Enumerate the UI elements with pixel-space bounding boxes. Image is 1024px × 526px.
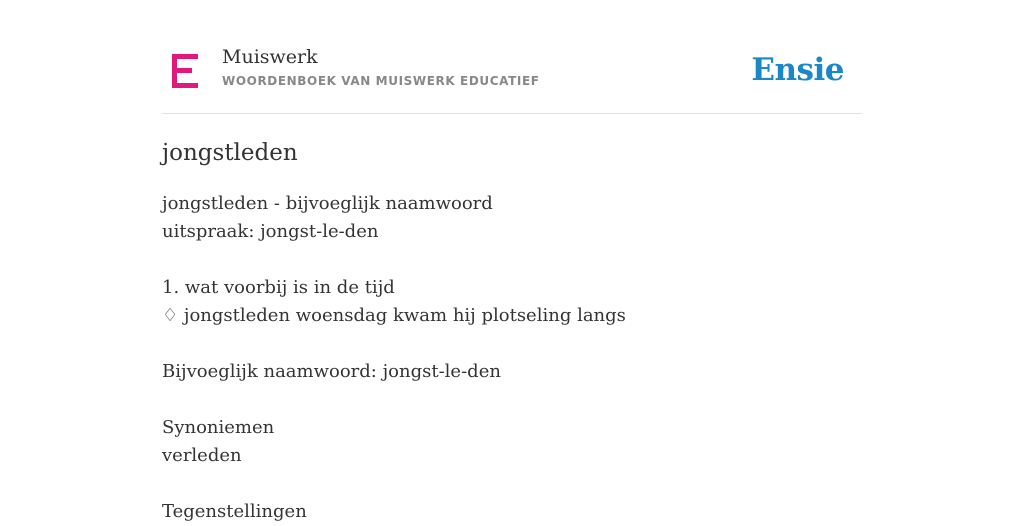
sense-definition: 1. wat voorbij is in de tijd [162, 277, 395, 298]
spacer [162, 246, 862, 274]
site-header [162, 0, 862, 114]
sense-example: ♢ jongstleden woensdag kwam hij plotseling langs [162, 305, 626, 326]
brand-title[interactable]: Muiswerk [222, 46, 318, 68]
spacer [162, 470, 862, 498]
antonyms-heading: Tegenstellingen [162, 501, 307, 522]
ensie-logo[interactable]: Ensie [751, 52, 844, 88]
dictionary-entry [162, 190, 862, 526]
spacer [162, 330, 862, 358]
page-title: jongstleden [162, 140, 298, 166]
grammar-note: Bijvoeglijk naamwoord: jongst-le-den [162, 361, 501, 382]
synonyms-heading: Synoniemen [162, 417, 275, 438]
brand-block[interactable] [222, 45, 540, 89]
spacer [162, 386, 862, 414]
entry-headline: jongstleden - bijvoeglijk naamwoord [162, 193, 493, 214]
synonym-item: verleden [162, 445, 242, 466]
pronunciation: uitspraak: jongst-le-den [162, 221, 379, 242]
brand-subtitle: WOORDENBOEK VAN MUISWERK EDUCATIEF [222, 74, 540, 88]
muiswerk-e-icon[interactable] [172, 54, 198, 88]
page-container [162, 0, 862, 522]
